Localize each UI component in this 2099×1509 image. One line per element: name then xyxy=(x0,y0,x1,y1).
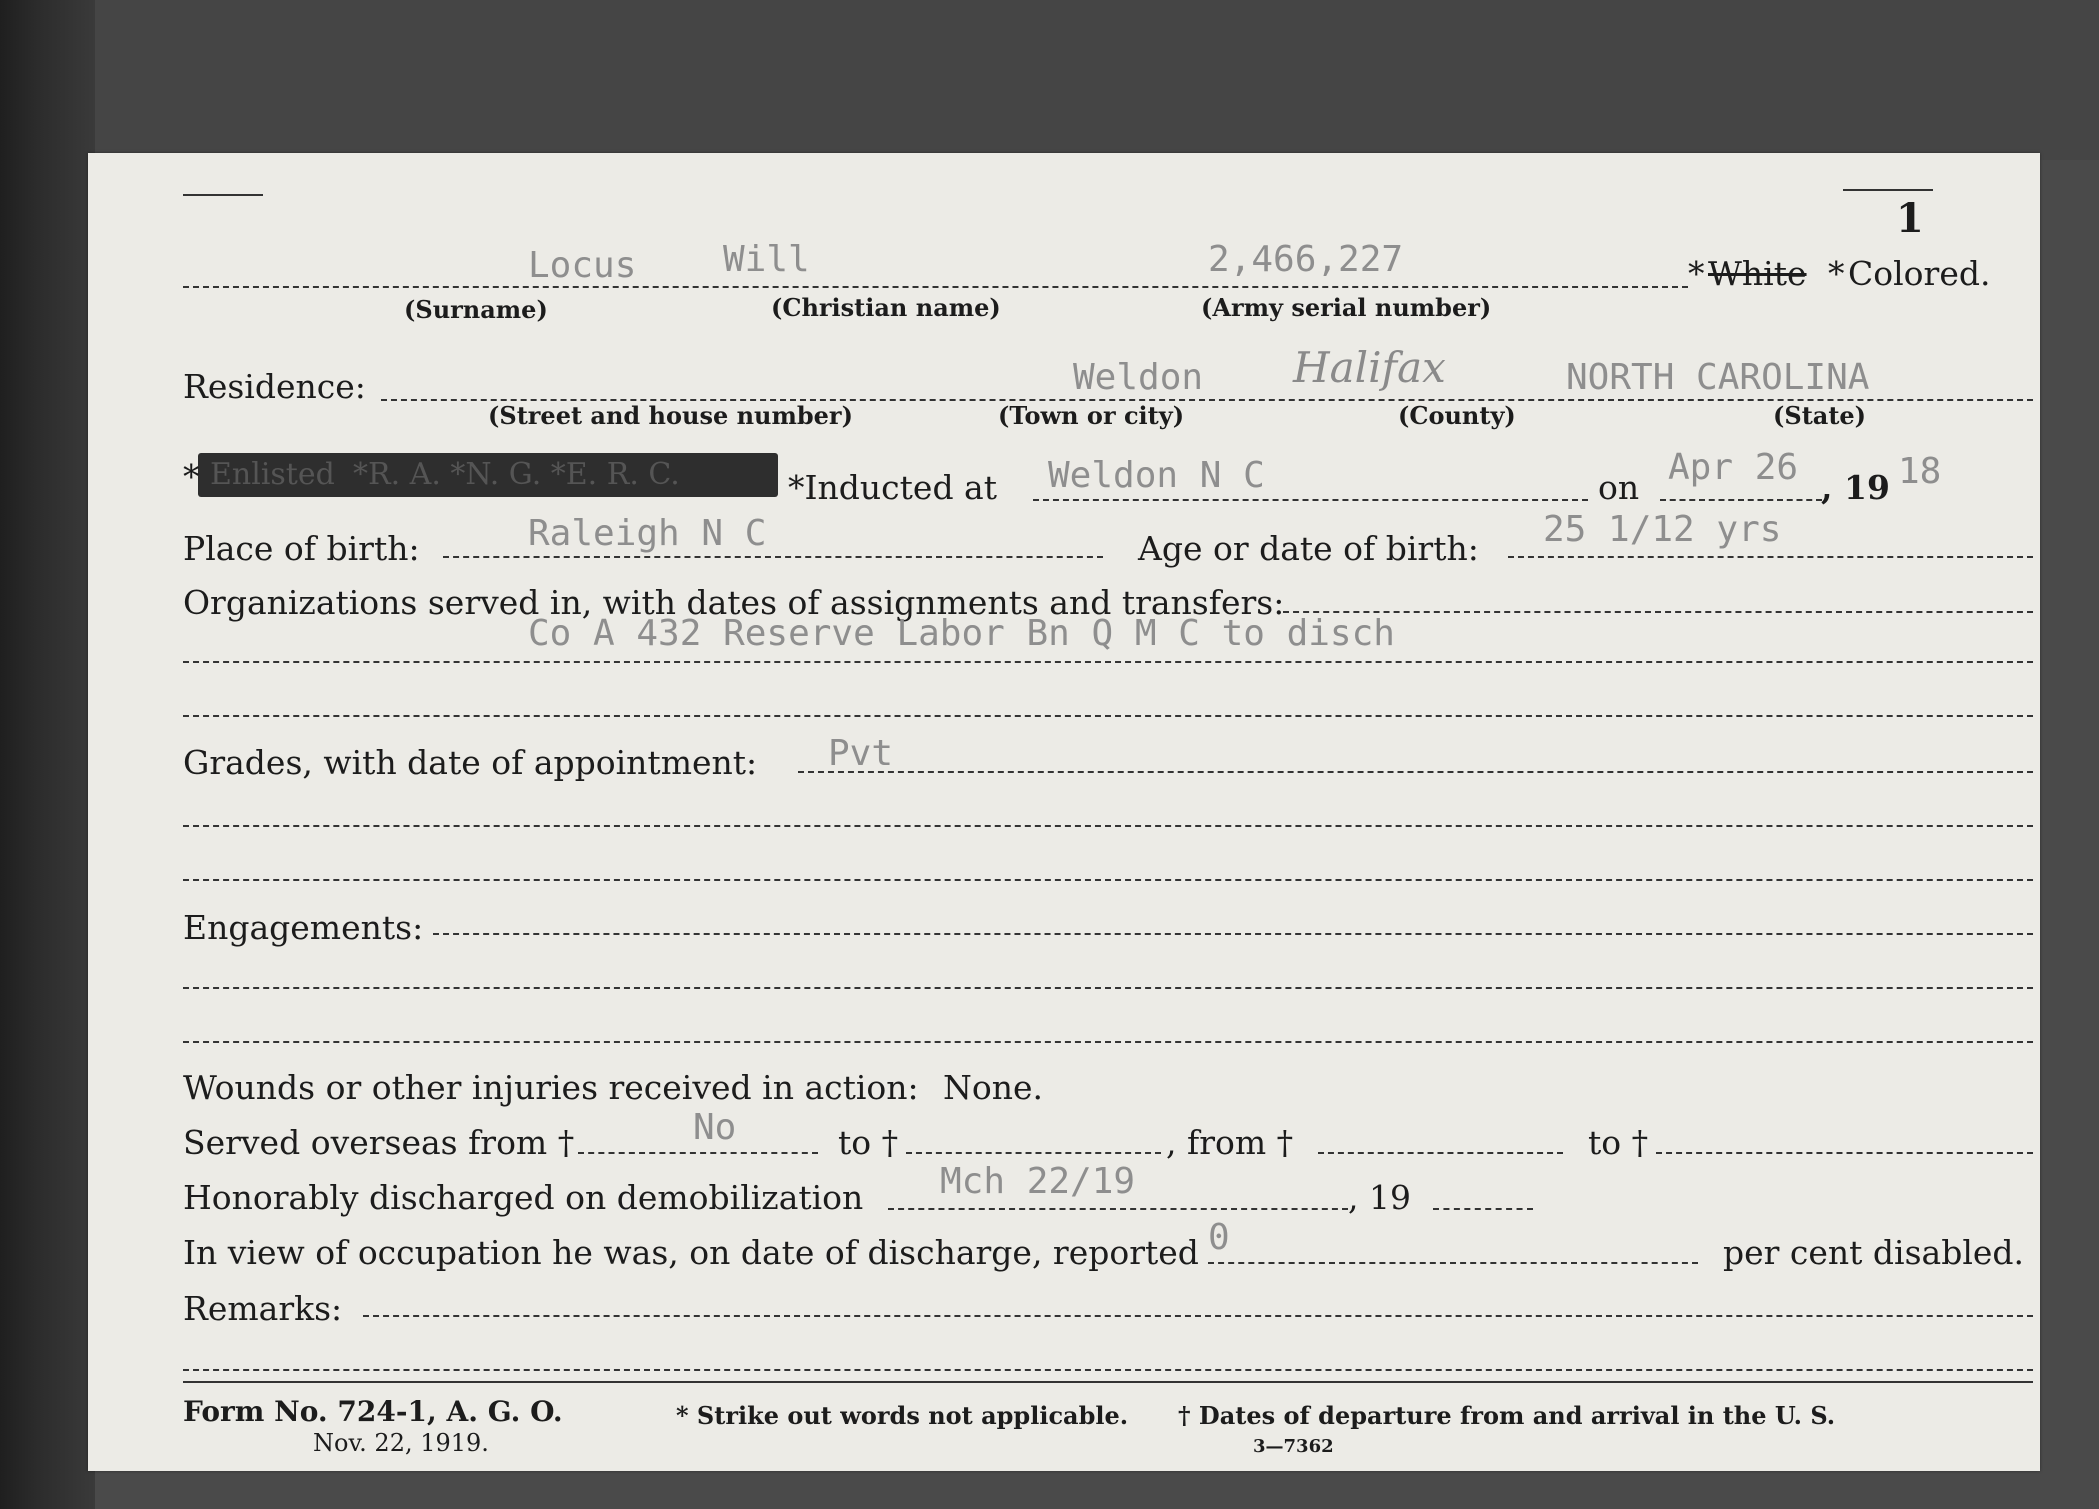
town-caption: (Town or city) xyxy=(998,401,1185,430)
wounds-label: Wounds or other injuries received in action: xyxy=(183,1068,919,1107)
disability-suffix: per cent disabled. xyxy=(1723,1233,2025,1272)
overseas-line-1 xyxy=(578,1152,818,1154)
organizations-line-3 xyxy=(183,715,2033,717)
serial-value: 2,466,227 xyxy=(1208,239,1404,280)
surname-caption: (Surname) xyxy=(404,295,548,324)
age-value: 25 1/12 yrs xyxy=(1543,509,1782,550)
grade-value: Pvt xyxy=(828,733,894,774)
race-white-option: White xyxy=(1708,254,1807,293)
card-number: 1 xyxy=(1896,195,1924,242)
town-value: Weldon xyxy=(1073,357,1204,398)
inducted-place-line xyxy=(1033,499,1588,501)
birth-place-label: Place of birth: xyxy=(183,529,420,568)
year-suffix-value: 18 xyxy=(1898,451,1942,492)
inducted-date-line xyxy=(1660,499,1822,501)
remarks-line-2 xyxy=(183,1369,2033,1371)
age-line xyxy=(1508,556,2033,558)
background-top xyxy=(95,0,2099,160)
remarks-label: Remarks: xyxy=(183,1289,343,1328)
christian-name-caption: (Christian name) xyxy=(771,293,1001,322)
enlisted-other-options: *R. A. *N. G. *E. R. C. xyxy=(353,457,680,492)
background-left xyxy=(0,0,95,1509)
overseas-line-3 xyxy=(1318,1152,1563,1154)
inducted-place-value: Weldon N C xyxy=(1048,455,1265,496)
engagements-line-3 xyxy=(183,1041,2033,1043)
on-label: on xyxy=(1598,468,1640,507)
surname-value: Locus xyxy=(528,245,637,286)
organizations-line-2 xyxy=(183,661,2033,663)
overseas-line-2 xyxy=(906,1152,1161,1154)
form-number: Form No. 724-1, A. G. O. xyxy=(183,1395,563,1428)
grades-line-2 xyxy=(183,825,2033,827)
discharge-year-label: , 19 xyxy=(1348,1178,1411,1217)
print-code: 3—7362 xyxy=(1253,1436,1334,1457)
overseas-label: Served overseas from † xyxy=(183,1123,575,1162)
discharge-label: Honorably discharged on demobilization xyxy=(183,1178,864,1217)
discharge-year-line xyxy=(1433,1208,1533,1210)
discharge-date-line xyxy=(888,1208,1348,1210)
year-prefix: , 19 xyxy=(1821,468,1890,507)
engagements-line-1 xyxy=(433,933,2033,935)
race-colored-prefix: * xyxy=(1828,254,1845,293)
overseas-from-label: , from † xyxy=(1166,1123,1294,1162)
christian-name-value: Will xyxy=(723,239,810,280)
overseas-line-4 xyxy=(1656,1152,2033,1154)
enlisted-option: Enlisted xyxy=(210,457,335,492)
overseas-value: No xyxy=(693,1107,737,1148)
engagements-line-2 xyxy=(183,987,2033,989)
state-caption: (State) xyxy=(1773,401,1867,430)
street-caption: (Street and house number) xyxy=(488,401,853,430)
discharge-date-value: Mch 22/19 xyxy=(940,1161,1136,1202)
footnote-dagger: † Dates of departure from and arrival in the U. S. xyxy=(1178,1401,1836,1430)
grades-line-3 xyxy=(183,879,2033,881)
disability-label: In view of occupation he was, on date of discharge, reported xyxy=(183,1233,1199,1272)
inducted-label: *Inducted at xyxy=(788,468,997,507)
organizations-label: Organizations served in, with dates of assignments and transfers: xyxy=(183,583,1285,622)
top-left-rule xyxy=(183,194,263,196)
organizations-line-1 xyxy=(1283,611,2033,613)
disability-value: 0 xyxy=(1208,1217,1230,1258)
name-line xyxy=(183,286,1688,288)
disability-line xyxy=(1208,1262,1698,1264)
grades-line-1 xyxy=(798,771,2033,773)
footer-rule xyxy=(183,1381,2033,1383)
footnote-star: * Strike out words not applicable. xyxy=(676,1401,1129,1430)
top-right-rule xyxy=(1843,189,1933,191)
remarks-line-1 xyxy=(363,1315,2033,1317)
inducted-date-value: Apr 26 xyxy=(1668,447,1799,488)
service-record-card xyxy=(88,153,2040,1471)
birth-place-value: Raleigh N C xyxy=(528,513,767,554)
overseas-to-label: to † xyxy=(838,1123,899,1162)
organizations-value: Co A 432 Reserve Labor Bn Q M C to disch xyxy=(528,613,1395,654)
county-value: Halifax xyxy=(1293,343,1446,392)
race-white-prefix: * xyxy=(1688,254,1705,293)
engagements-label: Engagements: xyxy=(183,908,424,947)
county-caption: (County) xyxy=(1398,401,1516,430)
age-label: Age or date of birth: xyxy=(1138,529,1479,568)
enlisted-prefix: * xyxy=(183,457,200,496)
serial-caption: (Army serial number) xyxy=(1201,293,1492,322)
wounds-value: None. xyxy=(943,1068,1044,1107)
residence-label: Residence: xyxy=(183,367,366,406)
form-date: Nov. 22, 1919. xyxy=(313,1429,489,1457)
birth-place-line xyxy=(443,556,1103,558)
state-value: NORTH CAROLINA xyxy=(1566,357,1870,398)
grades-label: Grades, with date of appointment: xyxy=(183,743,758,782)
overseas-to-label-2: to † xyxy=(1588,1123,1649,1162)
race-colored-option: Colored. xyxy=(1848,254,1991,293)
